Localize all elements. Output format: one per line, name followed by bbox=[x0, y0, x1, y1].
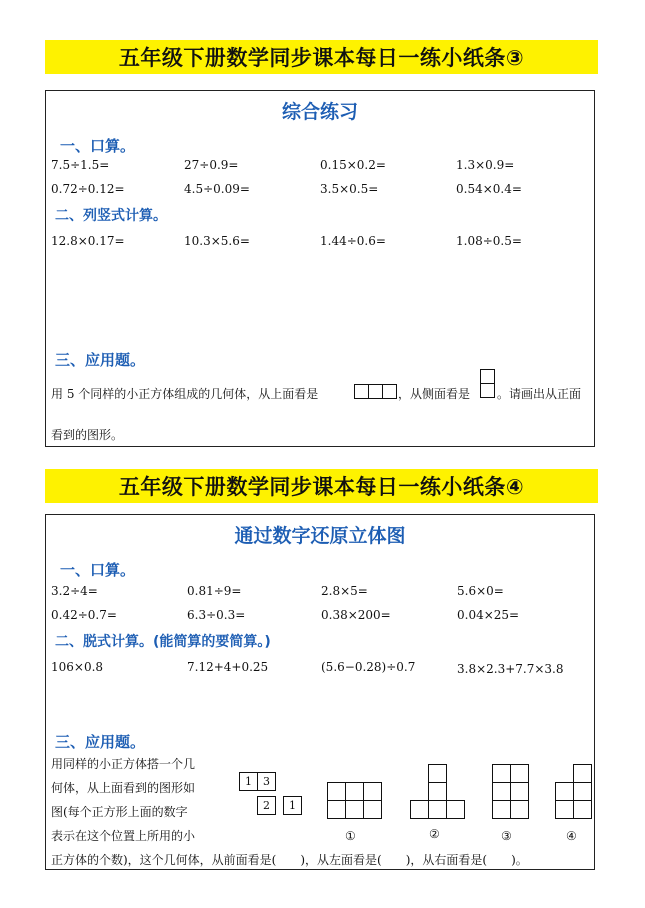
card3-question-text: 用 5 个同样的小正方体组成的几何体，从上面看是 bbox=[51, 387, 319, 401]
card3-heading: 综合练习 bbox=[281, 101, 358, 123]
card3-problem: 4.5÷0.09= bbox=[184, 182, 250, 196]
card4-question-text: 何体，从上面看到的图形如 bbox=[51, 781, 196, 795]
card4-box bbox=[45, 514, 595, 870]
card4-question-text: 表示在这个位置上所用的小 bbox=[51, 829, 196, 843]
card3-problem: 0.72÷0.12= bbox=[51, 182, 125, 196]
card3-section-vertical: 二、列竖式计算。 bbox=[55, 208, 167, 224]
card4-problem: 5.6×0= bbox=[457, 584, 504, 598]
card3-problem: 27÷0.9= bbox=[184, 158, 239, 172]
card4-problem: 0.81÷9= bbox=[187, 584, 242, 598]
top-view-square bbox=[354, 384, 369, 399]
card4-question-text: 正方体的个数)，这个几何体，从前面看是( )，从左面看是( )，从右面看是( )。 bbox=[51, 853, 528, 867]
card4-banner: 五年级下册数学同步课本每日一练小纸条④ bbox=[45, 469, 598, 503]
card3-problem: 1.3×0.9= bbox=[456, 158, 515, 172]
card3-section-oral: 一、口算。 bbox=[60, 137, 136, 155]
card3-problem: 0.15×0.2= bbox=[320, 158, 386, 172]
card3-problem: 12.8×0.17= bbox=[51, 234, 125, 248]
card4-problem: 3.2÷4= bbox=[51, 584, 98, 598]
card4-question-text: 图(每个正方形上面的数字 bbox=[51, 805, 188, 819]
card4-problem: 6.3÷0.3= bbox=[187, 608, 246, 622]
card3-section-word: 三、应用题。 bbox=[55, 351, 146, 369]
card3-problem: 1.44÷0.6= bbox=[320, 234, 386, 248]
option-3-label: ③ bbox=[501, 829, 512, 843]
card4-section-word: 三、应用题。 bbox=[55, 733, 146, 751]
card3-problem: 10.3×5.6= bbox=[184, 234, 250, 248]
card4-problem: (5.6−0.28)÷0.7 bbox=[321, 660, 416, 674]
card3-question-text: 看到的图形。 bbox=[51, 428, 124, 442]
top-view-square bbox=[382, 384, 397, 399]
option-2-label: ② bbox=[429, 827, 440, 841]
card3-banner: 五年级下册数学同步课本每日一练小纸条③ bbox=[45, 40, 598, 74]
card4-problem: 0.38×200= bbox=[321, 608, 391, 622]
card3-problem: 0.54×0.4= bbox=[456, 182, 522, 196]
card4-problem: 7.12+4+0.25 bbox=[187, 660, 269, 674]
grid-number-cell: 2 bbox=[257, 796, 276, 815]
option-4-label: ④ bbox=[566, 829, 577, 843]
card4-section-oral: 一、口算。 bbox=[60, 561, 136, 579]
card3-problem: 3.5×0.5= bbox=[320, 182, 379, 196]
card4-heading: 通过数字还原立体图 bbox=[234, 525, 406, 547]
grid-number-cell: 3 bbox=[257, 772, 276, 791]
option-1-label: ① bbox=[345, 829, 356, 843]
grid-number-cell: 1 bbox=[239, 772, 258, 791]
card4-problem: 106×0.8 bbox=[51, 660, 104, 674]
card3-question-text: ，从侧面看是 bbox=[398, 387, 471, 401]
card4-problem: 3.8×2.3+7.7×3.8 bbox=[457, 662, 564, 676]
card3-question-text: 。请画出从正面 bbox=[497, 387, 582, 401]
card3-box bbox=[45, 90, 595, 447]
side-view-square bbox=[480, 369, 495, 384]
card3-problem: 1.08÷0.5= bbox=[456, 234, 522, 248]
card4-question-text: 用同样的小正方体搭一个几 bbox=[51, 757, 196, 771]
card4-problem: 0.04×25= bbox=[457, 608, 520, 622]
top-view-square bbox=[368, 384, 383, 399]
card4-problem: 0.42÷0.7= bbox=[51, 608, 117, 622]
card3-problem: 7.5÷1.5= bbox=[51, 158, 110, 172]
card4-problem: 2.8×5= bbox=[321, 584, 368, 598]
grid-number-cell: 1 bbox=[283, 796, 302, 815]
side-view-square bbox=[480, 383, 495, 398]
card4-section-calc: 二、脱式计算。(能简算的要简算。) bbox=[55, 634, 271, 650]
